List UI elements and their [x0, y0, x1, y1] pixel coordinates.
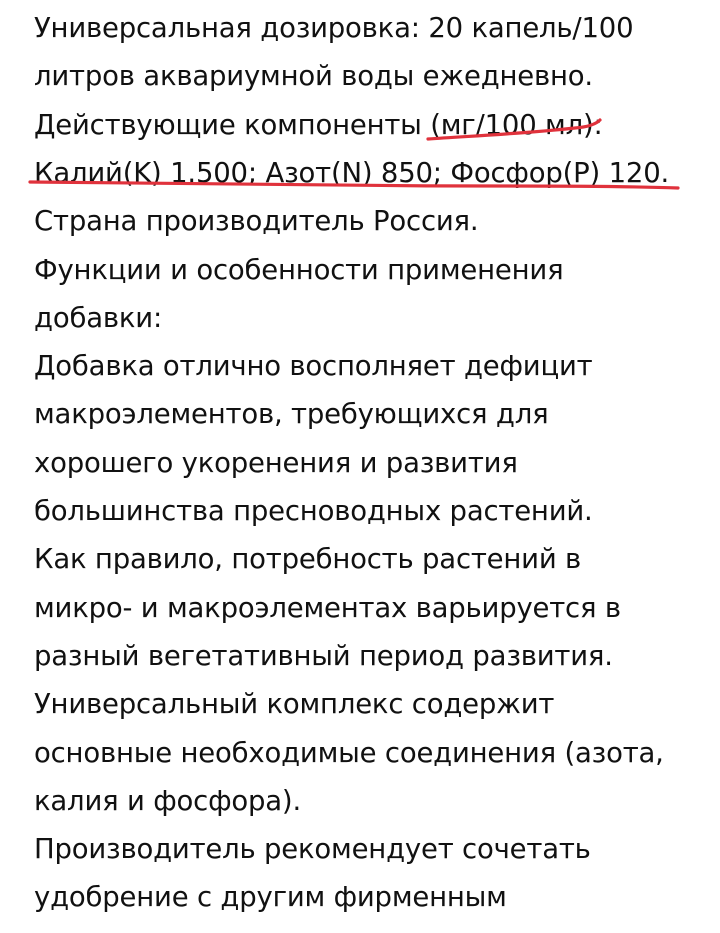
text-line: Калий(K) 1.500; Азот(N) 850; Фосфор(P) 120. — [34, 157, 670, 189]
text-line: хорошего укоренения и развития — [34, 447, 518, 479]
text-line: калия и фосфора). — [34, 785, 301, 817]
text-line: добавки: — [34, 302, 163, 334]
text-line: большинства пресноводных растений. — [34, 495, 593, 527]
text-line: Универсальный комплекс содержит — [34, 688, 555, 720]
text-line: Добавка отлично восполняет дефицит — [34, 350, 593, 382]
text-line: литров аквариумной воды ежедневно. — [34, 60, 593, 92]
text-line: Страна производитель Россия. — [34, 205, 479, 237]
text-line: Действующие компоненты (мг/100 мл): — [34, 109, 603, 141]
text-line: удобрение с другим фирменным — [34, 881, 507, 913]
text-line: Как правило, потребность растений в — [34, 543, 582, 575]
text-line: макроэлементов, требующихся для — [34, 398, 549, 430]
text-line: Универсальная дозировка: 20 капель/100 — [34, 12, 634, 44]
text-line: Функции и особенности применения — [34, 254, 564, 286]
text-line: микро- и макроэлементах варьируется в — [34, 592, 621, 624]
text-line: Производитель рекомендует сочетать — [34, 833, 591, 865]
text-line: основные необходимые соединения (азота, — [34, 737, 664, 769]
text-line: разный вегетативный период развития. — [34, 640, 613, 672]
